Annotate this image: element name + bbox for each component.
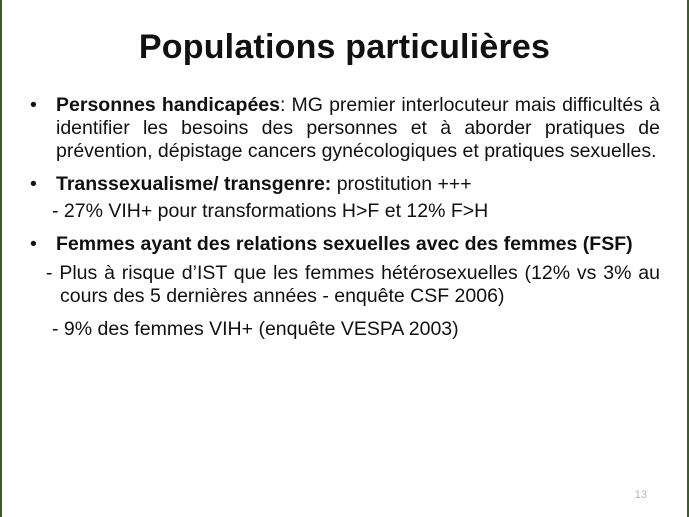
bullet-fsf — [28, 233, 660, 256]
slide-title: Populations particulières — [138, 28, 551, 66]
subitem-risque-ist: - Plus à risque d’IST que les femmes hétérosexuelles (12% vs 3% au cours des 5 dernières années - enquête CSF 2006) — [46, 262, 660, 307]
bullet-personnes-handicapees — [28, 94, 660, 163]
bullet-dot-icon: • — [30, 94, 37, 116]
bullet-dot-icon: • — [30, 233, 37, 255]
bullet-text: prostitution +++ — [331, 173, 472, 195]
subitem-vih-transformations: - 27% VIH+ pour transformations H>F et 12% F>H — [52, 200, 489, 222]
subitem-vespa: - 9% des femmes VIH+ (enquête VESPA 2003) — [52, 318, 459, 340]
bullet-dot-icon: • — [30, 173, 37, 195]
bullet-bold-text: Personnes handicapées — [56, 94, 280, 116]
bullet-transsexualisme — [28, 173, 660, 196]
bullet-bold-text: Transsexualisme/ transgenre: — [56, 173, 332, 195]
page-number: 13 — [634, 489, 647, 501]
bullet-bold-text: Femmes ayant des relations sexuelles avec des femmes (FSF) — [56, 233, 633, 255]
bullet-text: : MG premier interlocuteur mais difficultés à identifier les besoins des personnes et à aborder pratiques de prévention, dépistage cancers gynécologiques et pratiques sexuelles. — [56, 94, 660, 162]
slide-content — [28, 94, 660, 351]
